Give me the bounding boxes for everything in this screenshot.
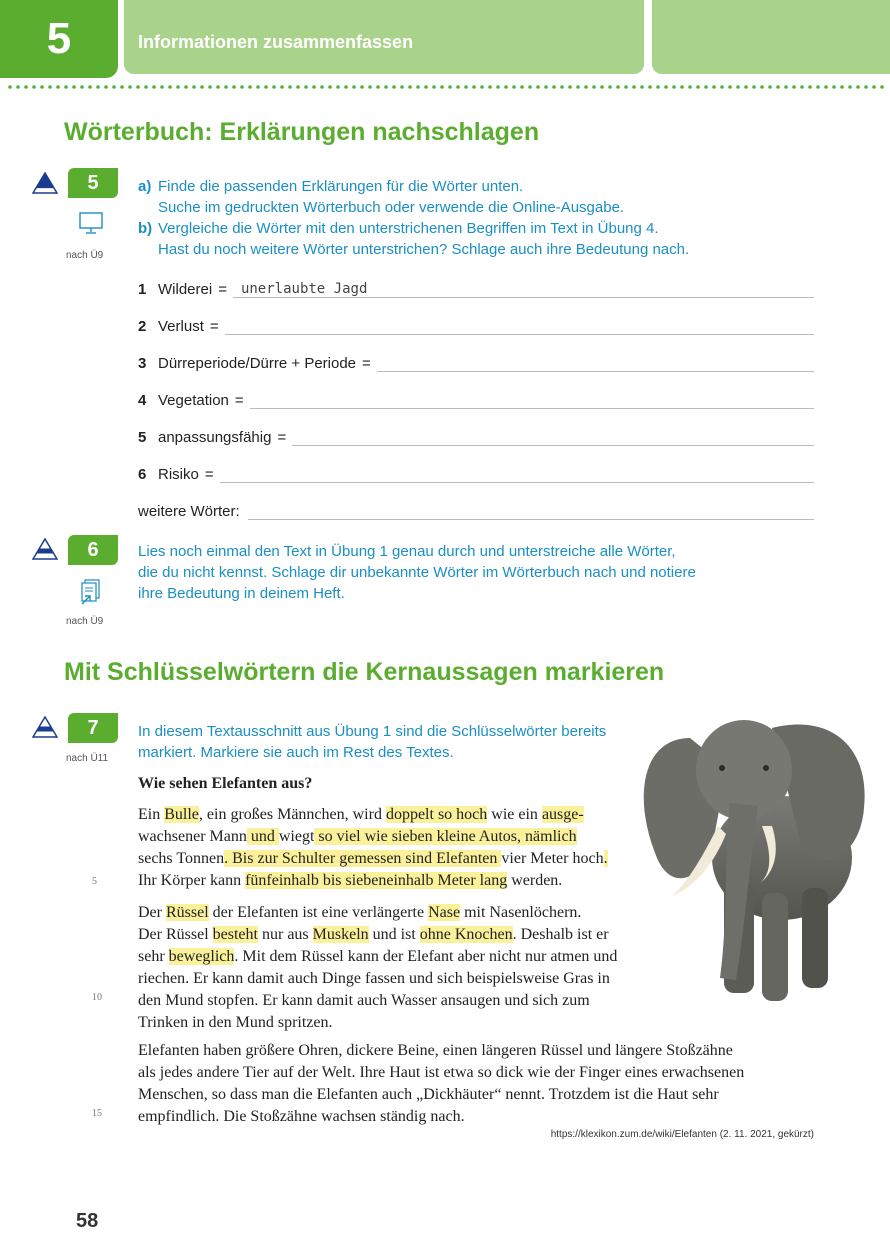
excerpt-text: vier Meter hoch xyxy=(501,850,604,867)
excerpt-text: Der xyxy=(138,904,166,921)
excerpt-line xyxy=(138,870,658,892)
chapter-title: Informationen zusammenfassen xyxy=(124,0,644,74)
excerpt-text: Ein xyxy=(138,806,165,823)
excerpt-text: . Mit dem Rüssel kann der Elefant aber nicht nur atmen und xyxy=(234,948,618,965)
word-row xyxy=(138,424,814,446)
excerpt-line xyxy=(138,848,658,870)
keyword-highlight: Muskeln xyxy=(312,926,369,943)
instruction-line: ihre Bedeutung in deinem Heft. xyxy=(138,585,345,602)
excerpt-text: , ein großes Männchen, wird xyxy=(198,806,386,823)
keyword-highlight: besteht xyxy=(212,926,258,943)
instruction-line: Lies noch einmal den Text in Übung 1 genau durch und unterstreiche alle Wörter, xyxy=(138,543,676,560)
keyword-highlight: beweglich xyxy=(168,948,235,965)
excerpt-paragraph-3 xyxy=(138,1040,788,1128)
part-b-text-2: Hast du noch weitere Wörter unterstrichen? Schlage auch ihre Bedeutung nach. xyxy=(158,241,690,258)
equals-sign: = xyxy=(218,281,227,298)
word-row xyxy=(138,313,814,335)
more-words-row xyxy=(138,498,814,520)
keyword-highlight: . xyxy=(603,850,608,867)
exercise-number: 6 xyxy=(68,535,118,565)
excerpt-text: Ihr Körper kann xyxy=(138,872,246,889)
excerpt-text: . Deshalb ist er xyxy=(512,926,609,943)
word-row xyxy=(138,387,814,409)
excerpt-text: Der Rüssel xyxy=(138,926,213,943)
word-term: Verlust xyxy=(158,318,204,335)
exercise-7-instructions xyxy=(138,721,606,763)
equals-sign: = xyxy=(277,429,287,446)
word-term: Vegetation xyxy=(158,392,229,409)
exercise-number: 7 xyxy=(68,713,118,743)
answer-line[interactable] xyxy=(220,465,814,483)
keyword-highlight: und xyxy=(246,828,279,845)
worksheet-icon xyxy=(78,578,102,606)
keyword-highlight: . Bis zur Schulter gemessen sind Elefanten xyxy=(224,850,502,867)
instruction-line: die du nicht kennst. Schlage dir unbekannte Wörter im Wörterbuch nach und notiere xyxy=(138,564,696,581)
elephant-image xyxy=(632,708,870,1008)
exercise-reference: nach Ü9 xyxy=(66,250,104,261)
equals-sign: = xyxy=(209,318,219,335)
chapter-number: 5 xyxy=(0,0,118,78)
excerpt-heading: Wie sehen Elefanten aus? xyxy=(138,775,313,792)
excerpt-text: empfindlich. Die Stoßzähne wachsen ständig nach. xyxy=(138,1108,465,1125)
difficulty-level-icon xyxy=(32,172,58,194)
line-number: 5 xyxy=(92,876,97,887)
excerpt-line xyxy=(138,1062,788,1084)
exercise-reference: nach Ü9 xyxy=(66,616,104,627)
instruction-line: In diesem Textausschnitt aus Übung 1 sind die Schlüsselwörter bereits xyxy=(138,723,607,740)
excerpt-text: und ist xyxy=(368,926,420,943)
excerpt-text: den Mund stopfen. Er kann damit auch Wasser ansaugen und sich zum xyxy=(138,992,590,1009)
excerpt-paragraph-1 xyxy=(138,804,658,892)
excerpt-text: Trinken in den Mund spritzen. xyxy=(138,1014,333,1031)
more-words-label: weitere Wörter: xyxy=(138,503,240,520)
word-row xyxy=(138,276,814,298)
source-citation: https://klexikon.zum.de/wiki/Elefanten (2. 11. 2021, gekürzt) xyxy=(550,1129,814,1140)
word-number: 2 xyxy=(138,318,147,335)
line-number: 10 xyxy=(92,992,102,1003)
keyword-highlight: Rüssel xyxy=(165,904,209,921)
difficulty-level-icon xyxy=(32,716,58,738)
excerpt-text: der Elefanten ist eine verlängerte xyxy=(208,904,429,921)
answer-line[interactable] xyxy=(292,428,814,446)
excerpt-text: werden. xyxy=(507,872,563,889)
excerpt-line xyxy=(138,804,658,826)
word-number: 1 xyxy=(138,281,147,298)
keyword-highlight: Bulle xyxy=(164,806,199,823)
excerpt-line xyxy=(138,924,658,946)
part-b-label: b) xyxy=(138,220,153,237)
excerpt-text: als jedes andere Tier auf der Welt. Ihre Haut ist etwa so dick wie der Finger eines erwachsenen xyxy=(138,1064,745,1081)
page-number: 58 xyxy=(76,1210,99,1232)
word-term: Dürreperiode/Dürre + Periode xyxy=(158,355,357,372)
section-title-keywords: Mit Schlüsselwörtern die Kernaussagen markieren xyxy=(64,658,665,686)
excerpt-line xyxy=(138,1012,658,1034)
excerpt-line xyxy=(138,1040,788,1062)
dotted-divider xyxy=(6,84,884,90)
excerpt-line xyxy=(138,826,658,848)
keyword-highlight: so viel wie sieben kleine Autos, nämlich xyxy=(314,828,577,845)
excerpt-text: Menschen, so dass man die Elefanten auch „Dickhäuter“ nennt. Trotzdem ist die Haut sehr xyxy=(138,1086,719,1103)
line-number: 15 xyxy=(92,1108,102,1119)
excerpt-line xyxy=(138,968,658,990)
equals-sign: = xyxy=(204,466,214,483)
answer-line[interactable] xyxy=(377,354,814,372)
answer-line[interactable] xyxy=(248,502,814,520)
part-b-text: Vergleiche die Wörter mit den unterstrichenen Begriffen im Text in Übung 4. xyxy=(158,220,659,237)
instruction-line: markiert. Markiere sie auch im Rest des Textes. xyxy=(138,744,454,761)
excerpt-line xyxy=(138,902,658,924)
keyword-highlight: doppelt so hoch xyxy=(385,806,488,823)
part-a-label: a) xyxy=(138,178,152,195)
excerpt-line xyxy=(138,946,658,968)
word-number: 3 xyxy=(138,355,147,372)
excerpt-text: nur aus xyxy=(257,926,313,943)
exercise-6-instructions xyxy=(138,541,696,604)
answer-line[interactable] xyxy=(233,280,814,298)
excerpt-line xyxy=(138,1106,788,1128)
excerpt-line xyxy=(138,1084,788,1106)
keyword-highlight: ohne Knochen xyxy=(419,926,513,943)
difficulty-level-icon xyxy=(32,538,58,560)
computer-icon xyxy=(78,210,104,236)
excerpt-text: sechs Tonnen xyxy=(138,850,225,867)
word-row xyxy=(138,461,814,483)
word-number: 5 xyxy=(138,429,147,446)
excerpt-text: wie ein xyxy=(487,806,542,823)
excerpt-text: riechen. Er kann damit auch Dinge fassen und sich beispielsweise Gras in xyxy=(138,970,610,987)
keyword-highlight: Nase xyxy=(428,904,461,921)
word-term: Wilderei xyxy=(158,281,213,298)
excerpt-text: wachsener Mann xyxy=(138,828,247,845)
exercise-number: 5 xyxy=(68,168,118,198)
word-number: 6 xyxy=(138,466,147,483)
excerpt-text: Elefanten haben größere Ohren, dickere Beine, einen längeren Rüssel und längere Stoßzähne xyxy=(138,1042,733,1059)
exercise-5-instructions xyxy=(138,176,689,260)
word-number: 4 xyxy=(138,392,147,409)
excerpt-text: sehr xyxy=(138,948,169,965)
equals-sign: = xyxy=(234,392,244,409)
keyword-highlight: ausge- xyxy=(541,806,584,823)
exercise-reference: nach Ü11 xyxy=(66,753,109,764)
keyword-highlight: fünfeinhalb bis siebeneinhalb Meter lang xyxy=(245,872,508,889)
word-term: Risiko xyxy=(158,466,199,483)
handwritten-answer: unerlaubte Jagd xyxy=(240,281,368,297)
word-term: anpassungsfähig xyxy=(158,429,272,446)
excerpt-text: mit Nasenlöchern. xyxy=(460,904,582,921)
excerpt-text: wiegt xyxy=(278,828,315,845)
equals-sign: = xyxy=(362,355,371,372)
excerpt-line xyxy=(138,990,658,1012)
answer-line[interactable] xyxy=(250,391,814,409)
excerpt-paragraph-2 xyxy=(138,902,658,1034)
part-a-text: Finde die passenden Erklärungen für die Wörter unten. xyxy=(158,178,524,195)
word-row xyxy=(138,350,814,372)
section-title-dictionary: Wörterbuch: Erklärungen nachschlagen xyxy=(64,118,540,146)
part-a-text-2: Suche im gedruckten Wörterbuch oder verwende die Online-Ausgabe. xyxy=(158,199,625,216)
answer-line[interactable] xyxy=(225,317,814,335)
header-tab xyxy=(652,0,890,74)
